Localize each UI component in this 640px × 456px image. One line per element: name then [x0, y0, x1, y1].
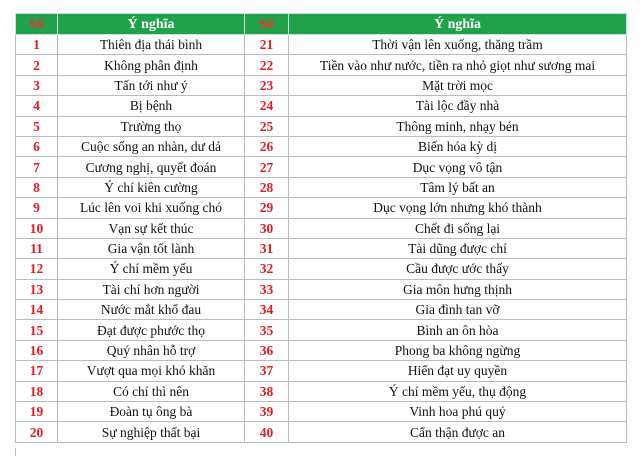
- meaning-cell[interactable]: Gia vận tốt lành: [58, 238, 245, 258]
- row-number-cell[interactable]: 11: [16, 238, 58, 258]
- row-number-cell[interactable]: 37: [245, 361, 289, 381]
- table-row: [16, 361, 627, 381]
- row-number-cell[interactable]: 26: [245, 136, 289, 156]
- row-number-cell[interactable]: 29: [245, 198, 289, 218]
- header-y-nghia-2[interactable]: Ý nghĩa: [289, 14, 627, 35]
- row-number-cell[interactable]: 16: [16, 340, 58, 360]
- header-y-nghia[interactable]: Ý nghĩa: [58, 14, 245, 35]
- table-row: [16, 55, 627, 75]
- meaning-cell[interactable]: Nước mắt khổ đau: [58, 300, 245, 320]
- row-number-cell[interactable]: 38: [245, 381, 289, 401]
- row-number-cell[interactable]: 23: [245, 75, 289, 95]
- meaning-cell[interactable]: Cẩn thận được an: [289, 422, 627, 442]
- table-row: [16, 157, 627, 177]
- row-number-cell[interactable]: 39: [245, 402, 289, 422]
- row-number-cell[interactable]: 14: [16, 300, 58, 320]
- meaning-cell[interactable]: Đoàn tụ ông bà: [58, 402, 245, 422]
- meaning-cell[interactable]: Ý chí mềm yếu, thụ động: [289, 381, 627, 401]
- row-number-cell[interactable]: 17: [16, 361, 58, 381]
- meaning-cell[interactable]: Thiên địa thái bình: [58, 35, 245, 55]
- row-number-cell[interactable]: 6: [16, 136, 58, 156]
- meaning-cell[interactable]: Quý nhân hỗ trợ: [58, 340, 245, 360]
- row-number-cell[interactable]: 4: [16, 96, 58, 116]
- row-number-cell[interactable]: 8: [16, 177, 58, 197]
- table-row: [16, 300, 627, 320]
- sheet-continuation: [15, 448, 627, 456]
- table-row: [16, 116, 627, 136]
- meaning-cell[interactable]: Tài lộc đầy nhà: [289, 96, 627, 116]
- meaning-cell[interactable]: Vạn sự kết thúc: [58, 218, 245, 238]
- meaning-cell[interactable]: Sự nghiệp thất bại: [58, 422, 245, 442]
- table-row: [16, 381, 627, 401]
- row-number-cell[interactable]: 31: [245, 238, 289, 258]
- row-number-cell[interactable]: 10: [16, 218, 58, 238]
- meaning-cell[interactable]: Tài chí hơn người: [58, 279, 245, 299]
- row-number-cell[interactable]: 40: [245, 422, 289, 442]
- header-row: [16, 14, 627, 35]
- table-row: [16, 340, 627, 360]
- row-number-cell[interactable]: 24: [245, 96, 289, 116]
- meaning-cell[interactable]: Lúc lên voi khi xuống chó: [58, 198, 245, 218]
- meaning-cell[interactable]: Chết đi sống lại: [289, 218, 627, 238]
- table-row: [16, 238, 627, 258]
- meaning-cell[interactable]: Ý chí kiên cường: [58, 177, 245, 197]
- row-number-cell[interactable]: 7: [16, 157, 58, 177]
- table-row: [16, 136, 627, 156]
- row-number-cell[interactable]: 25: [245, 116, 289, 136]
- row-number-cell[interactable]: 36: [245, 340, 289, 360]
- meaning-cell[interactable]: Tâm lý bất an: [289, 177, 627, 197]
- table-row: [16, 198, 627, 218]
- row-number-cell[interactable]: 13: [16, 279, 58, 299]
- meaning-cell[interactable]: Gia đình tan vỡ: [289, 300, 627, 320]
- row-number-cell[interactable]: 27: [245, 157, 289, 177]
- table-row: [16, 422, 627, 442]
- row-number-cell[interactable]: 5: [16, 116, 58, 136]
- row-number-cell[interactable]: 34: [245, 300, 289, 320]
- header-so-2[interactable]: Số: [245, 14, 289, 35]
- row-number-cell[interactable]: 33: [245, 279, 289, 299]
- row-number-cell[interactable]: 22: [245, 55, 289, 75]
- row-number-cell[interactable]: 21: [245, 35, 289, 55]
- meaning-cell[interactable]: Thông minh, nhạy bén: [289, 116, 627, 136]
- meaning-cell[interactable]: Bị bệnh: [58, 96, 245, 116]
- meaning-cell[interactable]: Cuộc sống an nhàn, dư dả: [58, 136, 245, 156]
- meaning-cell[interactable]: Vượt qua mọi khó khăn: [58, 361, 245, 381]
- row-number-cell[interactable]: 3: [16, 75, 58, 95]
- meaning-cell[interactable]: Dục vọng vô tận: [289, 157, 627, 177]
- meaning-cell[interactable]: Mặt trời mọc: [289, 75, 627, 95]
- table-row: [16, 320, 627, 340]
- meaning-cell[interactable]: Bình an ôn hòa: [289, 320, 627, 340]
- meaning-cell[interactable]: Gia môn hưng thịnh: [289, 279, 627, 299]
- table-row: [16, 402, 627, 422]
- meaning-cell[interactable]: Vinh hoa phú quý: [289, 402, 627, 422]
- row-number-cell[interactable]: 12: [16, 259, 58, 279]
- meaning-cell[interactable]: Tấn tới như ý: [58, 75, 245, 95]
- meaning-cell[interactable]: Trường thọ: [58, 116, 245, 136]
- meaning-cell[interactable]: Phong ba không ngừng: [289, 340, 627, 360]
- table-row: [16, 259, 627, 279]
- meaning-cell[interactable]: Hiển đạt uy quyền: [289, 361, 627, 381]
- table-row: [16, 75, 627, 95]
- meaning-cell[interactable]: Đạt được phước thọ: [58, 320, 245, 340]
- meaning-cell[interactable]: Cương nghị, quyết đoán: [58, 157, 245, 177]
- table-row: [16, 279, 627, 299]
- row-number-cell[interactable]: 15: [16, 320, 58, 340]
- row-number-cell[interactable]: 35: [245, 320, 289, 340]
- row-number-cell[interactable]: 32: [245, 259, 289, 279]
- meaning-cell[interactable]: Thời vận lên xuống, thăng trầm: [289, 35, 627, 55]
- meaning-cell[interactable]: Ý chí mềm yếu: [58, 259, 245, 279]
- meaning-cell[interactable]: Không phân định: [58, 55, 245, 75]
- table-row: [16, 35, 627, 55]
- row-number-cell[interactable]: 2: [16, 55, 58, 75]
- table-row: [16, 96, 627, 116]
- row-number-cell[interactable]: 1: [16, 35, 58, 55]
- meaning-cell[interactable]: Tài dũng được chí: [289, 238, 627, 258]
- row-number-cell[interactable]: 20: [16, 422, 58, 442]
- meaning-cell[interactable]: Dục vọng lớn nhưng khó thành: [289, 198, 627, 218]
- row-number-cell[interactable]: 19: [16, 402, 58, 422]
- header-so[interactable]: Số: [16, 14, 58, 35]
- row-number-cell[interactable]: 18: [16, 381, 58, 401]
- table-row: [16, 218, 627, 238]
- meaning-cell[interactable]: Tiền vào như nước, tiền ra nhỏ giọt như sương mai: [289, 55, 627, 75]
- row-number-cell[interactable]: 28: [245, 177, 289, 197]
- row-number-cell[interactable]: 30: [245, 218, 289, 238]
- meaning-cell[interactable]: Cầu được ước thấy: [289, 259, 627, 279]
- meaning-cell[interactable]: Biến hóa kỳ dị: [289, 136, 627, 156]
- meaning-table: [15, 13, 627, 443]
- row-number-cell[interactable]: 9: [16, 198, 58, 218]
- meaning-cell[interactable]: Có chí thì nên: [58, 381, 245, 401]
- table-row: [16, 177, 627, 197]
